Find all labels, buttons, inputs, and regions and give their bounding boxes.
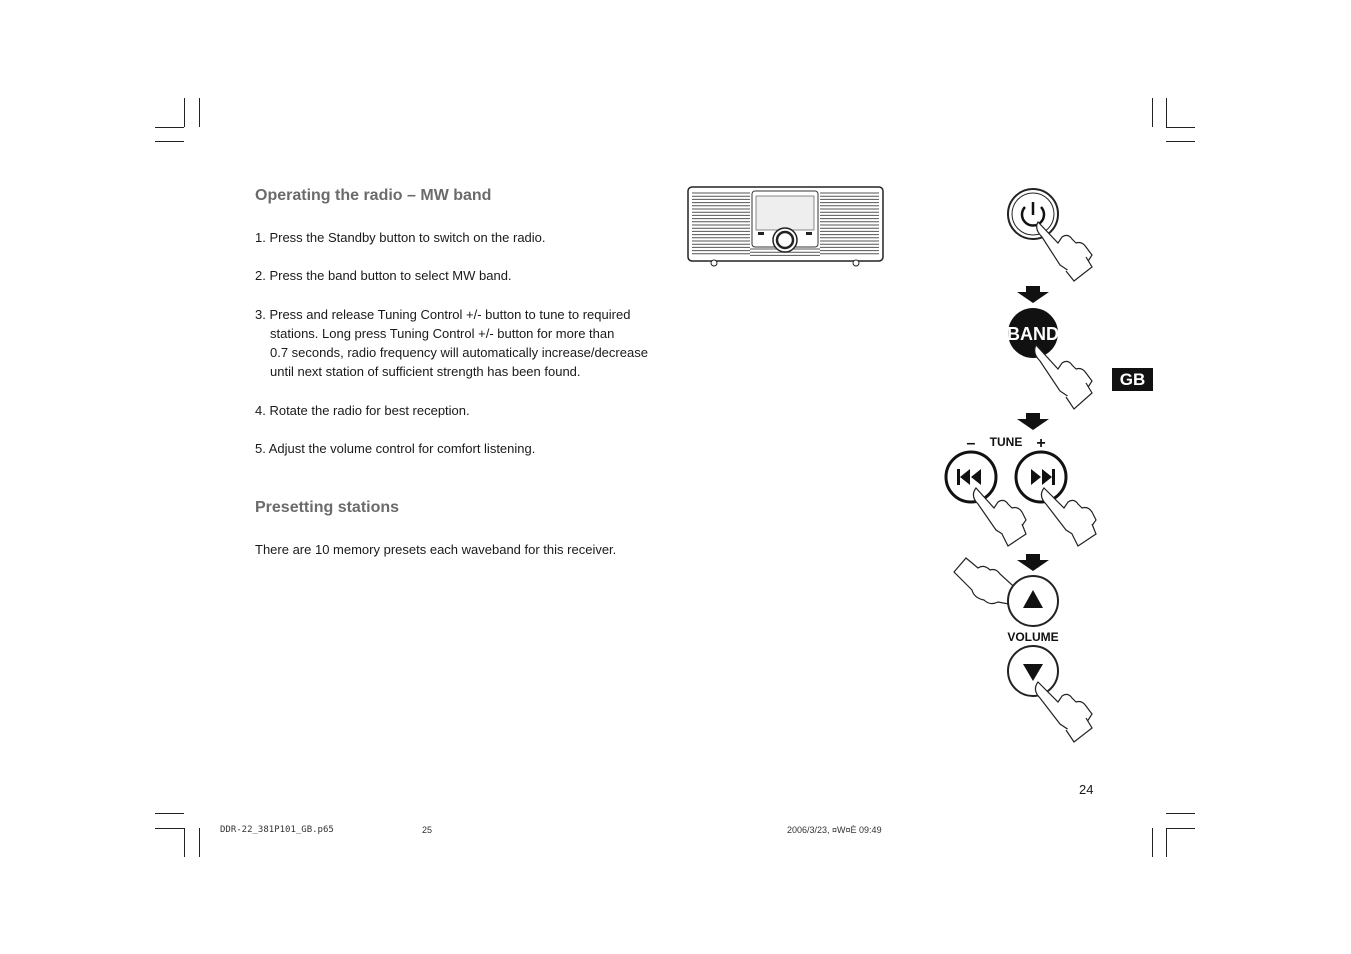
crop-mark <box>184 98 185 127</box>
pointing-hand-icon <box>1037 222 1092 281</box>
step-2: 2. Press the band button to select MW band. <box>255 268 512 283</box>
step-3-line-4: until next station of sufficient strength has been found. <box>270 364 581 379</box>
volume-buttons-illustration <box>950 550 1100 750</box>
footer-filename: DDR-22_381P101_GB.p65 <box>220 825 334 835</box>
crop-mark <box>155 828 184 829</box>
language-badge: GB <box>1112 368 1153 391</box>
pointing-hand-icon <box>1035 345 1092 409</box>
crop-mark <box>1166 141 1195 142</box>
pointing-hand-icon <box>1035 682 1092 742</box>
section-title-mw: Operating the radio – MW band <box>255 187 492 204</box>
down-arrow-icon <box>1015 286 1051 304</box>
standby-button-illustration <box>1000 185 1100 285</box>
tune-label: TUNE <box>989 435 1023 449</box>
pointing-hand-icon <box>1041 488 1096 546</box>
step-3 <box>255 305 675 381</box>
crop-mark <box>1152 98 1153 127</box>
step-1: 1. Press the Standby button to switch on the radio. <box>255 230 546 245</box>
crop-mark <box>155 141 184 142</box>
tune-buttons-illustration <box>940 430 1100 555</box>
step-3-line-2: stations. Long press Tuning Control +/- button for more than <box>270 326 615 341</box>
page-number: 24 <box>1079 782 1094 797</box>
crop-mark <box>1166 828 1167 857</box>
section-title-presets: Presetting stations <box>255 499 400 516</box>
crop-mark <box>1152 828 1153 857</box>
step-5: 5. Adjust the volume control for comfort listening. <box>255 441 536 456</box>
band-button-illustration <box>1000 305 1100 415</box>
step-3-line-1: 3. Press and release Tuning Control +/- button to tune to required <box>255 307 631 322</box>
down-arrow-icon <box>1015 413 1051 431</box>
crop-mark <box>155 127 184 128</box>
presets-text: There are 10 memory presets each waveband for this receiver. <box>255 542 617 557</box>
crop-mark <box>199 828 200 857</box>
radio-illustration <box>686 185 886 267</box>
crop-mark <box>1166 813 1195 814</box>
footer-timestamp: 2006/3/23, ¤W¤È 09:49 <box>787 825 882 835</box>
crop-mark <box>1166 98 1167 127</box>
step-3-line-3: 0.7 seconds, radio frequency will automatically increase/decrease <box>270 345 648 360</box>
tune-plus-label: + <box>1036 435 1046 452</box>
volume-label: VOLUME <box>1007 630 1059 644</box>
footer-page: 25 <box>422 825 433 835</box>
crop-mark <box>155 813 184 814</box>
tune-minus-label: – <box>966 435 976 452</box>
crop-mark <box>1166 127 1195 128</box>
band-label: BAND <box>1007 324 1059 344</box>
pointing-hand-icon <box>973 488 1026 546</box>
crop-mark <box>1166 828 1195 829</box>
crop-mark <box>199 98 200 127</box>
crop-mark <box>184 828 185 857</box>
step-4: 4. Rotate the radio for best reception. <box>255 403 470 418</box>
